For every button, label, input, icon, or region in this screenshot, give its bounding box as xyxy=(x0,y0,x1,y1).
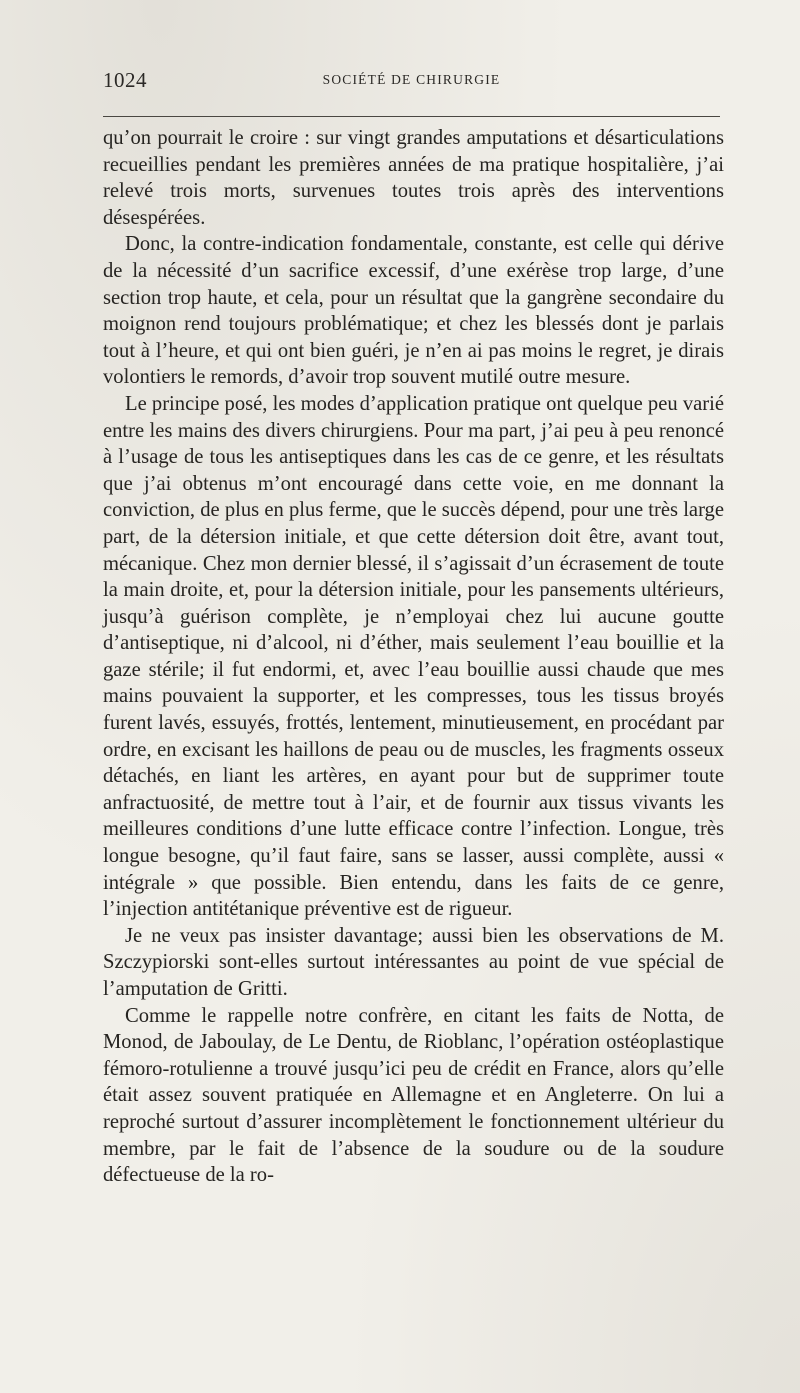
page-number: 1024 xyxy=(103,68,147,92)
paragraph-4: Je ne veux pas insister davantage; aussi bien les observations de M. Szczypiorski sont-elles surtout intéressantes au point de vue spécial de l’amputation de Gritti. xyxy=(103,924,724,1000)
running-head: SOCIÉTÉ DE CHIRURGIE xyxy=(322,72,501,87)
body-text xyxy=(103,125,724,1189)
paragraph-5: Comme le rappelle notre confrère, en citant les faits de Notta, de Monod, de Jaboulay, de Le Dentu, de Rioblanc, l’opération ostéoplastique fémoro-rotulienne a trouvé jusqu’ici peu de crédit en France, alors qu’elle était assez souvent pratiquée en Allemagne et en Angleterre. On lui a reproché surtout d’assurer incomplètement le fonctionnement ultérieur du membre, par le fait de l’absence de la soudure ou de la soudure défectueuse de la ro- xyxy=(103,1004,724,1187)
header-rule xyxy=(103,116,720,117)
paragraph-2: Donc, la contre-indication fondamentale, constante, est celle qui dérive de la nécessité d’un sacrifice excessif, d’une exérèse trop large, d’une section trop haute, et cela, pour un résultat que la gangrène secondaire du moignon rend toujours problématique; et chez les blessés dont je parlais tout à l’heure, et qui ont bien guéri, je n’en ai pas moins le regret, je dirais volontiers le remords, d’avoir trop souvent mutilé outre mesure. xyxy=(103,233,724,389)
paragraph-1: qu’on pourrait le croire : sur vingt grandes amputations et désarticulations recueillies pendant les premières années de ma pratique hospitalière, j’ai relevé trois morts, survenues toutes trois après des interventions désespérées. xyxy=(103,127,724,229)
page-header xyxy=(103,68,720,98)
paragraph-3: Le principe posé, les modes d’application pratique ont quelque peu varié entre les mains des divers chirurgiens. Pour ma part, j’ai peu à peu renoncé à l’usage de tous les antiseptiques dans les cas de ce genre, et les résultats que j’ai obtenus m’ont encouragé dans cette voie, en me donnant la conviction, de plus en plus ferme, que le succès dépend, pour une très large part, de la détersion initiale, et que cette détersion doit être, avant tout, mécanique. Chez mon dernier blessé, il s’agissait d’un écrasement de toute la main droite, et, pour la détersion initiale, pour les pansements ultérieurs, jusqu’à guérison complète, je n’employai chez lui aucune goutte d’antiseptique, ni d’alcool, ni d’éther, mais seulement l’eau bouillie et la gaze stérile; il fut endormi, et, avec l’eau bouillie aussi chaude que mes mains pouvaient la supporter, et les compresses, tous les tissus broyés furent lavés, essuyés, frottés, lentement, minutieusement, en procédant par ordre, en excisant les haillons de peau ou de muscles, les fragments osseux détachés, en liant les artères, en ayant pour but de supprimer toute anfractuosité, de mettre tout à l’air, et de fournir aux tissus vivants les meilleures conditions d’une lutte efficace contre l’infection. Longue, très longue besogne, qu’il faut faire, sans se lasser, aussi complète, aussi « intégrale » que possible. Bien entendu, dans les faits de ce genre, l’injection antitétanique préventive est de rigueur. xyxy=(103,392,724,921)
